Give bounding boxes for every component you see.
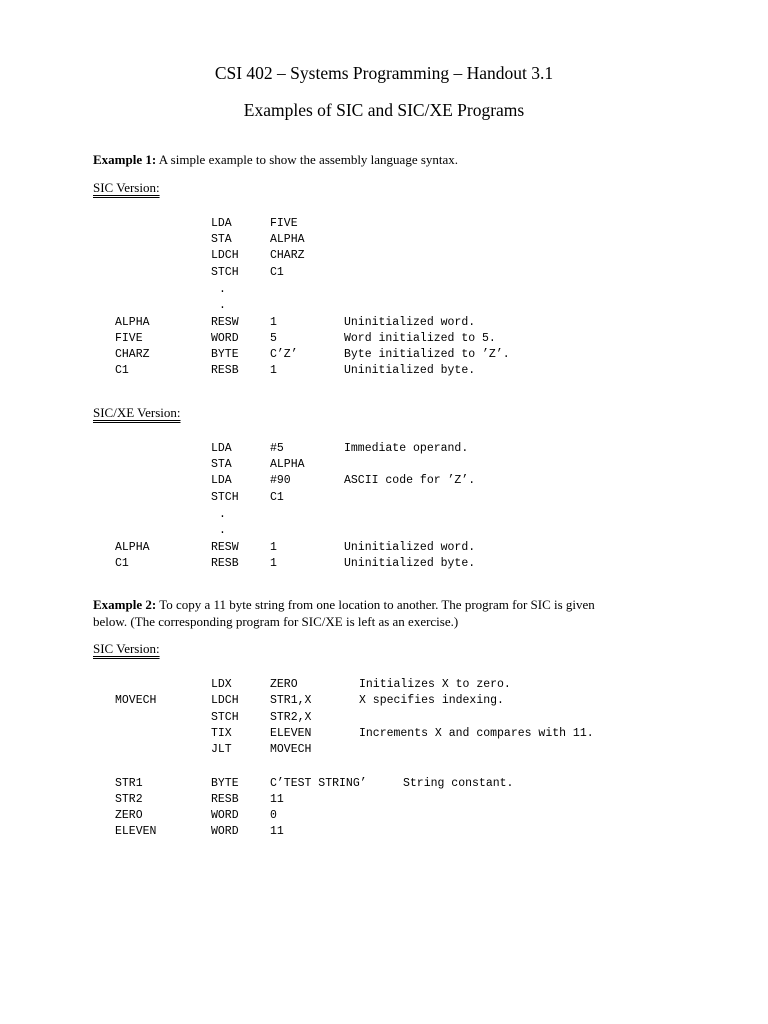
- code-comment: X specifies indexing.: [359, 694, 504, 707]
- code-arg: ALPHA: [270, 458, 305, 471]
- code-arg: #90: [270, 474, 291, 487]
- code-op: WORD: [211, 809, 239, 822]
- code-op: STCH: [211, 711, 239, 724]
- code-arg: MOVECH: [270, 743, 312, 756]
- page-title: CSI 402 – Systems Programming – Handout 3.1: [214, 63, 554, 83]
- code-comment: Increments X and compares with 11.: [359, 727, 594, 740]
- code-arg: C1: [270, 491, 284, 504]
- code-comment: Immediate operand.: [344, 442, 469, 455]
- code-comment: Byte initialized to ’Z’.: [344, 348, 510, 361]
- code-op: RESW: [211, 541, 239, 554]
- code-op: BYTE: [211, 348, 239, 361]
- code-op: LDA: [211, 442, 232, 455]
- code-op: LDA: [211, 217, 232, 230]
- code-comment: Uninitialized byte.: [344, 557, 476, 570]
- code-op: BYTE: [211, 777, 239, 790]
- code-arg: ZERO: [270, 678, 298, 691]
- code-op: WORD: [211, 825, 239, 838]
- example1-intro: [93, 152, 458, 169]
- code-label: ELEVEN: [115, 825, 157, 838]
- code-label: ALPHA: [115, 316, 150, 329]
- code-arg: STR1,X: [270, 694, 312, 707]
- example1-xe-heading: SIC/XE Version:: [93, 405, 181, 420]
- code-arg: 0: [270, 809, 277, 822]
- code-comment: Uninitialized word.: [344, 541, 476, 554]
- code-op: RESW: [211, 316, 239, 329]
- code-op: STCH: [211, 491, 239, 504]
- code-op: STA: [211, 458, 232, 471]
- code-arg: 11: [270, 793, 284, 806]
- code-op: STA: [211, 233, 232, 246]
- ellipsis-dot: .: [219, 283, 226, 296]
- code-comment: ASCII code for ’Z’.: [344, 474, 476, 487]
- code-arg: ELEVEN: [270, 727, 312, 740]
- code-arg: ALPHA: [270, 233, 305, 246]
- code-op: RESB: [211, 557, 239, 570]
- code-label: STR2: [115, 793, 143, 806]
- code-arg: C’Z’: [270, 348, 298, 361]
- ellipsis-dot: .: [219, 299, 226, 312]
- ellipsis-dot: .: [219, 524, 226, 537]
- code-label: MOVECH: [115, 694, 157, 707]
- example2-sic-heading: SIC Version:: [93, 641, 160, 656]
- code-arg: CHARZ: [270, 249, 305, 262]
- code-op: LDCH: [211, 694, 239, 707]
- code-arg: FIVE: [270, 217, 298, 230]
- code-label: STR1: [115, 777, 143, 790]
- code-op: RESB: [211, 364, 239, 377]
- code-op: JLT: [211, 743, 232, 756]
- code-arg: #5: [270, 442, 284, 455]
- example2-text: To copy a 11 byte string from one location to another. The program for SIC is given: [156, 597, 595, 612]
- code-comment: String constant.: [403, 777, 514, 790]
- code-label: FIVE: [115, 332, 143, 345]
- example1-sic-heading: SIC Version:: [93, 180, 160, 195]
- example1-text: A simple example to show the assembly language syntax.: [156, 152, 459, 167]
- code-label: C1: [115, 557, 129, 570]
- code-arg: 1: [270, 316, 277, 329]
- page-subtitle: Examples of SIC and SIC/XE Programs: [243, 100, 525, 120]
- code-label: C1: [115, 364, 129, 377]
- code-op: LDX: [211, 678, 232, 691]
- code-arg: 5: [270, 332, 277, 345]
- code-label: ZERO: [115, 809, 143, 822]
- code-arg: 1: [270, 557, 277, 570]
- code-arg: STR2,X: [270, 711, 312, 724]
- code-arg: 1: [270, 364, 277, 377]
- code-comment: Uninitialized byte.: [344, 364, 476, 377]
- code-arg: 11: [270, 825, 284, 838]
- code-op: TIX: [211, 727, 232, 740]
- code-arg: C1: [270, 266, 284, 279]
- code-arg: 1: [270, 541, 277, 554]
- code-op: LDCH: [211, 249, 239, 262]
- example2-label: Example 2:: [93, 597, 157, 612]
- code-label: ALPHA: [115, 541, 150, 554]
- ellipsis-dot: .: [219, 508, 226, 521]
- example2-intro-line1: [93, 597, 595, 614]
- code-comment: Uninitialized word.: [344, 316, 476, 329]
- code-op: STCH: [211, 266, 239, 279]
- code-op: WORD: [211, 332, 239, 345]
- code-label: CHARZ: [115, 348, 150, 361]
- example2-intro-line2: below. (The corresponding program for SIC/XE is left as an exercise.): [93, 614, 459, 629]
- code-op: LDA: [211, 474, 232, 487]
- code-comment: Initializes X to zero.: [359, 678, 511, 691]
- code-comment: Word initialized to 5.: [344, 332, 496, 345]
- example1-label: Example 1:: [93, 152, 157, 167]
- code-arg: C’TEST STRING’: [270, 777, 367, 790]
- code-op: RESB: [211, 793, 239, 806]
